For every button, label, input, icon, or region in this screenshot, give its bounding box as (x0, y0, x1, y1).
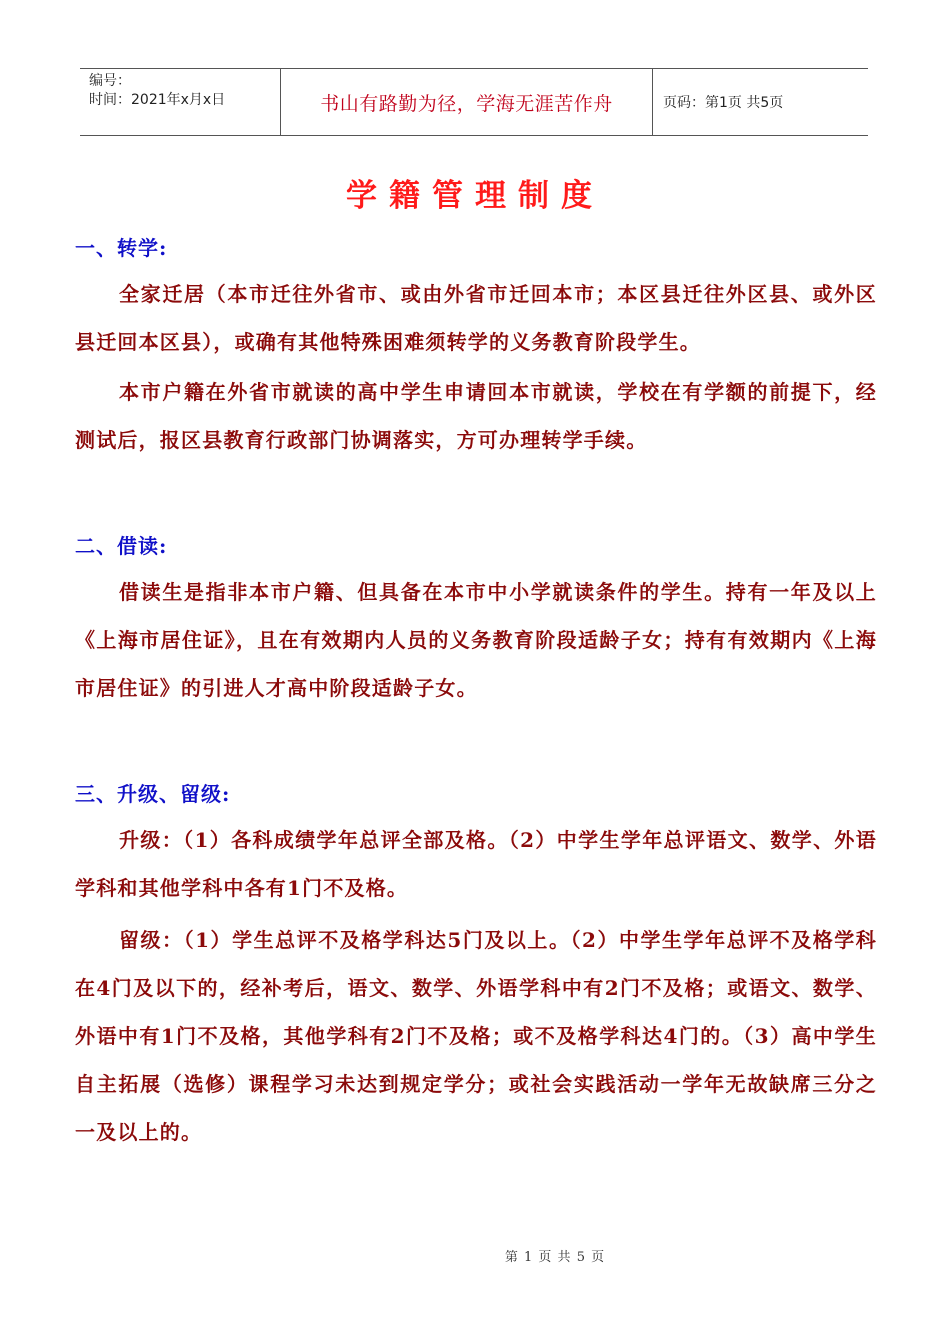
footer-page-number: 第 1 页 共 5 页 (504, 1250, 606, 1265)
page-footer (0, 1246, 950, 1265)
paragraph-transfer-1: 全家迁居（本市迁往外省市、或由外省市迁回本市；本区县迁往外区县、或外区县迁回本区县），或确有其他特殊困难须转学的义务教育阶段学生。 (75, 282, 877, 354)
section-heading-borrow: 二、借读: (75, 534, 168, 558)
header-time: 时间：2021年x月x日 (89, 92, 226, 108)
paragraph-promotion: 升级：（1）各科成绩学年总评全部及格。（2）中学生学年总评语文、数学、外语学科和其他学科中各有1门不及格。 (75, 828, 877, 900)
section-heading-transfer: 一、转学: (75, 236, 168, 260)
header-motto: 书山有路勤为径，学海无涯苦作舟 (281, 69, 653, 135)
paragraph-retention: 留级：（1）学生总评不及格学科达5门及以上。（2）中学生学年总评不及格学科在4门及以下的，经补考后，语文、数学、外语学科中有2门不及格；或语文、数学、外语中有1门不及格，其他学科有2门不及格；或不及格学科达4门的。（3）高中学生自主拓展（选修）课程学习未达到规定学分；或社会实践活动一学年无故缺席三分之一及以上的。 (75, 928, 877, 1144)
paragraph-borrow-1: 借读生是指非本市户籍、但具备在本市中小学就读条件的学生。持有一年及以上《上海市居住证》，且在有效期内人员的义务教育阶段适龄子女；持有有效期内《上海市居住证》的引进人才高中阶段适龄子女。 (75, 580, 877, 700)
section-heading-promotion: 三、升级、留级: (75, 782, 231, 806)
paragraph-transfer-2: 本市户籍在外省市就读的高中学生申请回本市就读，学校在有学额的前提下，经测试后，报区县教育行政部门协调落实，方可办理转学手续。 (75, 380, 877, 452)
page-title: 学籍管理制度 (346, 178, 604, 214)
header-meta (80, 69, 281, 135)
header-number: 编号： (89, 73, 131, 89)
document-header (80, 68, 868, 136)
header-page-info: 页码：第1页 共5页 (663, 95, 784, 111)
